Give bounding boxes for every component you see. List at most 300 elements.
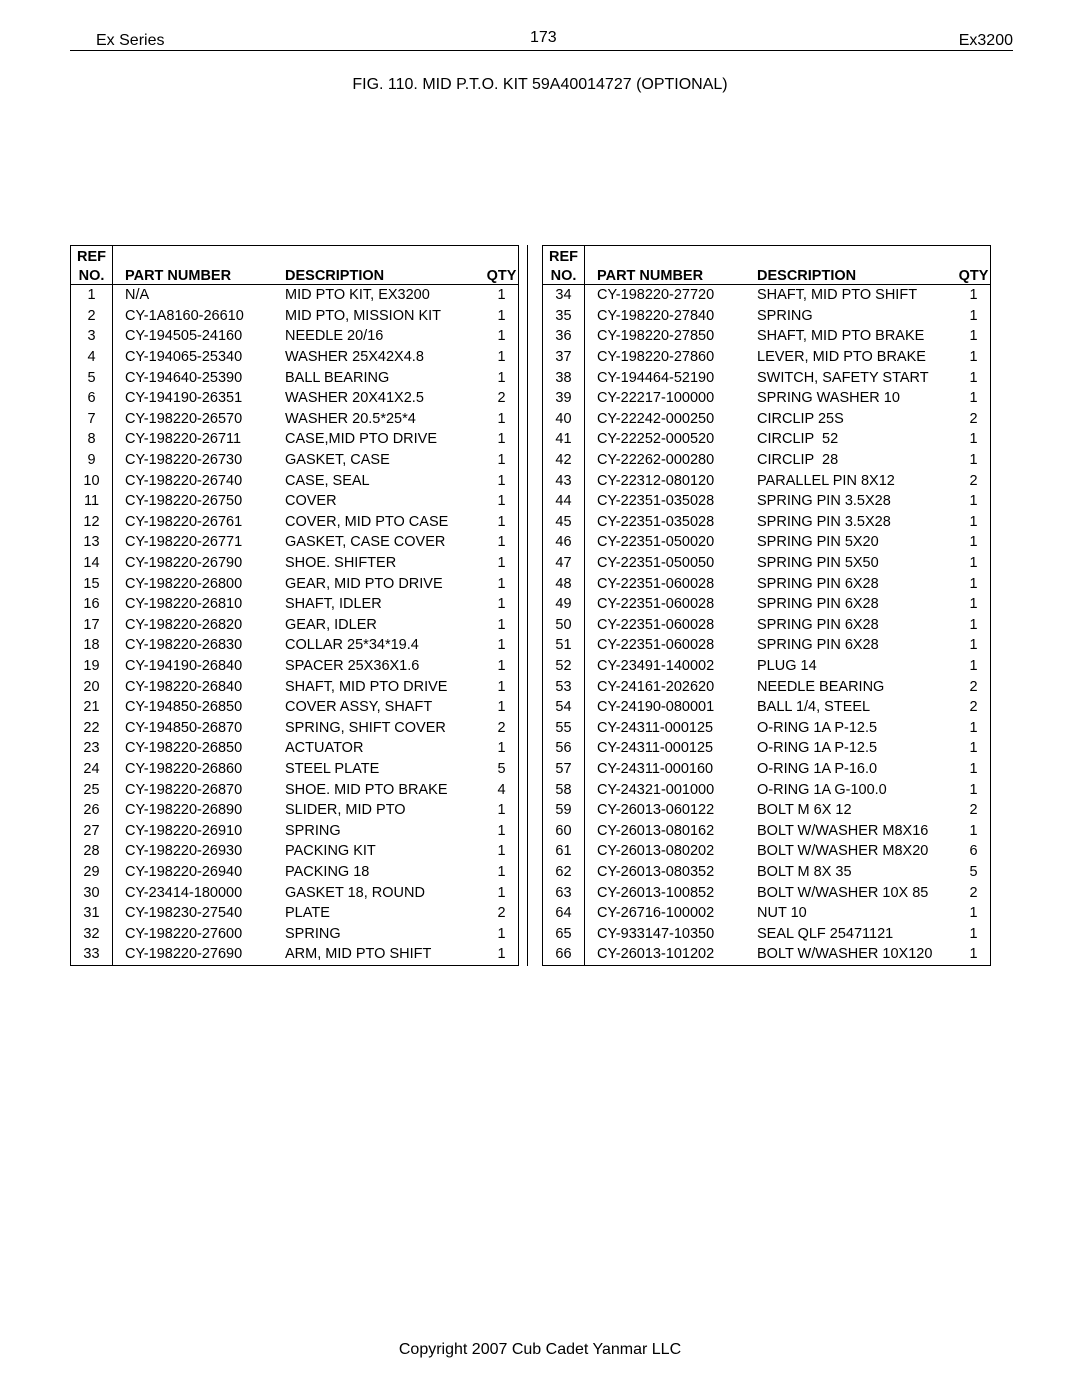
part-number: CY-198220-26830 — [125, 637, 243, 654]
quantity: 2 — [969, 802, 978, 819]
parts-table-right — [542, 245, 991, 966]
table-row — [543, 326, 991, 347]
parts-table-right-body — [543, 285, 991, 966]
table-row — [543, 676, 991, 697]
table-row — [71, 367, 519, 388]
quantity: 5 — [969, 863, 978, 880]
part-number: CY-198220-26750 — [125, 493, 243, 510]
ref-number: 19 — [71, 656, 113, 677]
description: O-RING 1A P-12.5 — [757, 740, 878, 757]
part-number: CY-198220-26870 — [125, 781, 243, 798]
ref-number: 18 — [71, 635, 113, 656]
part-number: CY-24190-080001 — [597, 699, 715, 716]
quantity: 1 — [497, 802, 506, 819]
ref-header: REF — [71, 246, 113, 266]
ref-number: 15 — [71, 573, 113, 594]
ref-number: 45 — [543, 512, 585, 533]
description: STEEL PLATE — [285, 760, 380, 777]
part-number: CY-26013-080352 — [597, 863, 715, 880]
table-row — [71, 717, 519, 738]
quantity: 1 — [497, 328, 506, 345]
table-row — [543, 285, 991, 306]
quantity: 1 — [497, 534, 506, 551]
table-row — [71, 697, 519, 718]
ref-number: 35 — [543, 306, 585, 327]
description: LEVER, MID PTO BRAKE — [757, 349, 926, 366]
quantity: 2 — [969, 678, 978, 695]
ref-number: 51 — [543, 635, 585, 656]
ref-number: 40 — [543, 409, 585, 430]
table-row — [71, 944, 519, 965]
table-row — [71, 388, 519, 409]
table-row — [543, 820, 991, 841]
table-row — [71, 903, 519, 924]
ref-number: 30 — [71, 882, 113, 903]
description: SHAFT, MID PTO BRAKE — [757, 328, 925, 345]
part-number: CY-22351-060028 — [597, 637, 715, 654]
quantity: 2 — [969, 472, 978, 489]
description: SHAFT, MID PTO SHIFT — [757, 287, 918, 304]
ref-number: 65 — [543, 923, 585, 944]
description: SPRING WASHER 10 — [757, 390, 900, 407]
description: PACKING KIT — [285, 843, 376, 860]
table-row — [71, 326, 519, 347]
table-row — [71, 656, 519, 677]
ref-number: 23 — [71, 738, 113, 759]
quantity: 1 — [497, 493, 506, 510]
quantity: 1 — [969, 637, 978, 654]
table-row — [543, 491, 991, 512]
table-row — [71, 615, 519, 636]
table-row — [543, 615, 991, 636]
quantity: 6 — [969, 843, 978, 860]
description: GEAR, IDLER — [285, 616, 377, 633]
quantity: 1 — [497, 884, 506, 901]
ref-number: 64 — [543, 903, 585, 924]
part-number: CY-23414-180000 — [125, 884, 243, 901]
table-row — [543, 347, 991, 368]
part-number: CY-22351-050050 — [597, 555, 715, 572]
description: NEEDLE BEARING — [757, 678, 885, 695]
table-row — [543, 512, 991, 533]
quantity: 1 — [497, 822, 506, 839]
part-number: CY-198230-27540 — [125, 905, 243, 922]
ref-number: 7 — [71, 409, 113, 430]
series-label: Ex Series — [96, 32, 165, 49]
description: SPRING PIN 3.5X28 — [757, 493, 891, 510]
description: CIRCLIP 28 — [757, 452, 839, 469]
description: COVER ASSY, SHAFT — [285, 699, 433, 716]
description: SHOE. SHIFTER — [285, 555, 397, 572]
quantity: 1 — [969, 328, 978, 345]
ref-number: 2 — [71, 306, 113, 327]
table-row — [71, 635, 519, 656]
description: NUT 10 — [757, 905, 807, 922]
description: CIRCLIP 52 — [757, 431, 839, 448]
quantity: 1 — [969, 452, 978, 469]
description: COLLAR 25*34*19.4 — [285, 637, 419, 654]
description: SPRING PIN 5X20 — [757, 534, 879, 551]
description: BOLT M 8X 35 — [757, 863, 852, 880]
part-number: CY-1A8160-26610 — [125, 307, 244, 324]
quantity: 1 — [497, 863, 506, 880]
table-row — [71, 759, 519, 780]
quantity: 1 — [497, 410, 506, 427]
quantity: 1 — [969, 946, 978, 963]
description: GEAR, MID PTO DRIVE — [285, 575, 443, 592]
table-row — [71, 347, 519, 368]
description: WASHER 20X41X2.5 — [285, 390, 424, 407]
quantity: 1 — [497, 575, 506, 592]
ref-number: 36 — [543, 326, 585, 347]
figure-title: FIG. 110. MID P.T.O. KIT 59A40014727 (OPTIONAL) — [352, 76, 728, 93]
quantity: 1 — [969, 431, 978, 448]
table-row — [71, 841, 519, 862]
table-row — [71, 676, 519, 697]
description: PARALLEL PIN 8X12 — [757, 472, 895, 489]
ref-number: 22 — [71, 717, 113, 738]
description: GASKET 18, ROUND — [285, 884, 425, 901]
part-number: CY-198220-26840 — [125, 678, 243, 695]
part-number: CY-198220-27720 — [597, 287, 715, 304]
qty-header: QTY — [957, 265, 991, 285]
ref-number: 44 — [543, 491, 585, 512]
table-row — [71, 779, 519, 800]
ref-number: 60 — [543, 820, 585, 841]
part-number: CY-22351-060028 — [597, 596, 715, 613]
table-row — [543, 635, 991, 656]
table-row — [543, 862, 991, 883]
quantity: 1 — [969, 575, 978, 592]
table-row — [543, 409, 991, 430]
description: SPRING — [285, 822, 341, 839]
part-number: CY-194850-26850 — [125, 699, 243, 716]
description: CASE, SEAL — [285, 472, 370, 489]
part-number: CY-26013-100852 — [597, 884, 715, 901]
table-row — [543, 388, 991, 409]
description: SPRING PIN 6X28 — [757, 575, 879, 592]
parts-table-left-body — [71, 285, 519, 966]
description: PACKING 18 — [285, 863, 370, 880]
quantity: 1 — [497, 555, 506, 572]
description: CIRCLIP 25S — [757, 410, 844, 427]
ref-number: 54 — [543, 697, 585, 718]
part-number: CY-198220-27840 — [597, 307, 715, 324]
description: O-RING 1A P-16.0 — [757, 760, 878, 777]
quantity: 1 — [969, 493, 978, 510]
part-number: CY-198220-26761 — [125, 513, 243, 530]
part-number: CY-26716-100002 — [597, 905, 715, 922]
ref-number: 38 — [543, 367, 585, 388]
ref-number: 52 — [543, 656, 585, 677]
ref-number: 50 — [543, 615, 585, 636]
ref-number: 1 — [71, 285, 113, 306]
part-number: CY-198220-26730 — [125, 452, 243, 469]
quantity: 1 — [969, 822, 978, 839]
description: MID PTO, MISSION KIT — [285, 307, 442, 324]
quantity: 2 — [969, 410, 978, 427]
description: WASHER 20.5*25*4 — [285, 410, 416, 427]
ref-number: 48 — [543, 573, 585, 594]
ref-number: 20 — [71, 676, 113, 697]
quantity: 1 — [969, 307, 978, 324]
part-number: CY-198220-26890 — [125, 802, 243, 819]
part-number: CY-198220-27690 — [125, 946, 243, 963]
ref-number: 55 — [543, 717, 585, 738]
description: COVER — [285, 493, 337, 510]
part-number: CY-22312-080120 — [597, 472, 715, 489]
quantity: 1 — [497, 740, 506, 757]
description: GASKET, CASE COVER — [285, 534, 446, 551]
part-number: CY-22351-050020 — [597, 534, 715, 551]
part-number-header: PART NUMBER — [585, 265, 758, 285]
table-row — [71, 553, 519, 574]
table-row — [543, 779, 991, 800]
description: SHAFT, IDLER — [285, 596, 382, 613]
table-row — [71, 573, 519, 594]
ref-number: 59 — [543, 800, 585, 821]
part-number: CY-22262-000280 — [597, 452, 715, 469]
table-row — [71, 738, 519, 759]
table-row — [71, 594, 519, 615]
quantity: 1 — [969, 657, 978, 674]
quantity: 1 — [497, 616, 506, 633]
quantity: 1 — [497, 452, 506, 469]
description: MID PTO KIT, EX3200 — [285, 287, 430, 304]
quantity: 1 — [497, 637, 506, 654]
part-number: CY-198220-27850 — [597, 328, 715, 345]
quantity: 2 — [497, 390, 506, 407]
description: BALL BEARING — [285, 369, 390, 386]
part-number: CY-198220-26930 — [125, 843, 243, 860]
ref-number: 33 — [71, 944, 113, 965]
table-row — [71, 450, 519, 471]
quantity: 1 — [497, 843, 506, 860]
table-row — [543, 738, 991, 759]
page-number: 173 — [530, 29, 557, 46]
ref-number: 12 — [71, 512, 113, 533]
quantity: 1 — [497, 925, 506, 942]
ref-number: 5 — [71, 367, 113, 388]
quantity: 1 — [969, 369, 978, 386]
part-number: CY-933147-10350 — [597, 925, 715, 942]
quantity: 1 — [497, 678, 506, 695]
description: SPRING PIN 6X28 — [757, 616, 879, 633]
ref-number: 21 — [71, 697, 113, 718]
description: WASHER 25X42X4.8 — [285, 349, 424, 366]
description: PLUG 14 — [757, 657, 817, 674]
table-row — [71, 800, 519, 821]
ref-number: 39 — [543, 388, 585, 409]
no-header: NO. — [71, 265, 113, 285]
table-row — [543, 717, 991, 738]
description: SPRING PIN 5X50 — [757, 555, 879, 572]
ref-number: 66 — [543, 944, 585, 965]
description: SLIDER, MID PTO — [285, 802, 406, 819]
description: NEEDLE 20/16 — [285, 328, 384, 345]
qty-header: QTY — [485, 265, 519, 285]
description: ACTUATOR — [285, 740, 364, 757]
ref-number: 27 — [71, 820, 113, 841]
quantity: 1 — [497, 349, 506, 366]
ref-number: 43 — [543, 470, 585, 491]
ref-number: 26 — [71, 800, 113, 821]
ref-number: 63 — [543, 882, 585, 903]
description: SPRING PIN 6X28 — [757, 637, 879, 654]
ref-number: 8 — [71, 429, 113, 450]
table-row — [543, 944, 991, 965]
part-number: CY-22242-000250 — [597, 410, 715, 427]
description: SHAFT, MID PTO DRIVE — [285, 678, 448, 695]
ref-number: 47 — [543, 553, 585, 574]
table-row — [543, 656, 991, 677]
quantity: 1 — [497, 307, 506, 324]
table-row — [543, 306, 991, 327]
part-number: CY-22217-100000 — [597, 390, 715, 407]
ref-number: 53 — [543, 676, 585, 697]
quantity: 1 — [969, 555, 978, 572]
quantity: 1 — [969, 349, 978, 366]
quantity: 1 — [497, 657, 506, 674]
ref-number: 42 — [543, 450, 585, 471]
ref-number: 56 — [543, 738, 585, 759]
table-row — [71, 532, 519, 553]
description: BALL 1/4, STEEL — [757, 699, 871, 716]
table-row — [543, 697, 991, 718]
table-row — [543, 923, 991, 944]
quantity: 2 — [497, 719, 506, 736]
quantity: 1 — [969, 925, 978, 942]
table-row — [543, 450, 991, 471]
table-row — [543, 903, 991, 924]
ref-number: 3 — [71, 326, 113, 347]
description: COVER, MID PTO CASE — [285, 513, 449, 530]
table-row — [71, 409, 519, 430]
part-number: CY-198220-26570 — [125, 410, 243, 427]
description: SPRING PIN 3.5X28 — [757, 513, 891, 530]
part-number: CY-198220-27600 — [125, 925, 243, 942]
description: BOLT W/WASHER M8X20 — [757, 843, 929, 860]
description: SPRING, SHIFT COVER — [285, 719, 446, 736]
description: SPRING PIN 6X28 — [757, 596, 879, 613]
copyright-footer: Copyright 2007 Cub Cadet Yanmar LLC — [398, 1341, 682, 1358]
quantity: 1 — [497, 472, 506, 489]
description: GASKET, CASE — [285, 452, 390, 469]
part-number: CY-198220-26771 — [125, 534, 243, 551]
description: O-RING 1A G-100.0 — [757, 781, 887, 798]
ref-number: 57 — [543, 759, 585, 780]
quantity: 1 — [969, 719, 978, 736]
ref-number: 46 — [543, 532, 585, 553]
description: BOLT W/WASHER 10X 85 — [757, 884, 929, 901]
description-header: DESCRIPTION — [757, 265, 957, 285]
ref-number: 41 — [543, 429, 585, 450]
part-number: CY-198220-26740 — [125, 472, 243, 489]
ref-number: 11 — [71, 491, 113, 512]
table-row — [71, 512, 519, 533]
table-row — [71, 306, 519, 327]
part-number: CY-194640-25390 — [125, 369, 243, 386]
ref-number: 4 — [71, 347, 113, 368]
description: BOLT W/WASHER M8X16 — [757, 822, 929, 839]
table-row — [543, 429, 991, 450]
table-row — [543, 594, 991, 615]
part-number: CY-194505-24160 — [125, 328, 243, 345]
parts-table-left — [70, 245, 519, 966]
description: ARM, MID PTO SHIFT — [285, 946, 432, 963]
part-number: CY-24311-000160 — [597, 760, 714, 777]
quantity: 1 — [969, 390, 978, 407]
table-row — [71, 820, 519, 841]
description-header: DESCRIPTION — [285, 265, 485, 285]
table-row — [543, 470, 991, 491]
part-number: CY-22351-060028 — [597, 575, 715, 592]
quantity: 1 — [969, 596, 978, 613]
ref-number: 16 — [71, 594, 113, 615]
part-number: CY-198220-26850 — [125, 740, 243, 757]
ref-number: 61 — [543, 841, 585, 862]
part-number: CY-23491-140002 — [597, 657, 715, 674]
part-number: CY-198220-27860 — [597, 349, 715, 366]
quantity: 1 — [497, 369, 506, 386]
part-number: CY-26013-101202 — [597, 946, 715, 963]
description: SPRING — [757, 307, 813, 324]
table-row — [543, 841, 991, 862]
table-row — [71, 862, 519, 883]
part-number: CY-22351-035028 — [597, 513, 715, 530]
table-row — [543, 800, 991, 821]
quantity: 5 — [497, 760, 506, 777]
no-header: NO. — [543, 265, 585, 285]
description: SEAL QLF 25471121 — [757, 925, 894, 942]
ref-number: 28 — [71, 841, 113, 862]
description: SHOE. MID PTO BRAKE — [285, 781, 448, 798]
ref-number: 49 — [543, 594, 585, 615]
part-number: CY-198220-26800 — [125, 575, 243, 592]
description: BOLT W/WASHER 10X120 — [757, 946, 933, 963]
table-row — [543, 882, 991, 903]
ref-number: 17 — [71, 615, 113, 636]
table-row — [543, 532, 991, 553]
ref-header: REF — [543, 246, 585, 266]
description: SPRING — [285, 925, 341, 942]
ref-number: 9 — [71, 450, 113, 471]
table-row — [71, 923, 519, 944]
part-number: CY-194190-26351 — [125, 390, 243, 407]
table-row — [543, 759, 991, 780]
part-number: CY-194190-26840 — [125, 657, 243, 674]
quantity: 1 — [969, 905, 978, 922]
part-number: CY-26013-060122 — [597, 802, 715, 819]
quantity: 1 — [497, 287, 506, 304]
description: BOLT M 6X 12 — [757, 802, 852, 819]
part-number: N/A — [125, 287, 150, 304]
ref-number: 58 — [543, 779, 585, 800]
part-number: CY-198220-26860 — [125, 760, 243, 777]
part-number: CY-24311-000125 — [597, 719, 714, 736]
ref-number: 10 — [71, 470, 113, 491]
table-row — [543, 573, 991, 594]
table-row — [543, 367, 991, 388]
part-number: CY-198220-26910 — [125, 822, 243, 839]
quantity: 1 — [969, 287, 978, 304]
quantity: 1 — [497, 513, 506, 530]
ref-number: 24 — [71, 759, 113, 780]
part-number-header: PART NUMBER — [113, 265, 286, 285]
part-number: CY-194065-25340 — [125, 349, 243, 366]
part-number: CY-22351-060028 — [597, 616, 715, 633]
part-number: CY-22351-035028 — [597, 493, 715, 510]
